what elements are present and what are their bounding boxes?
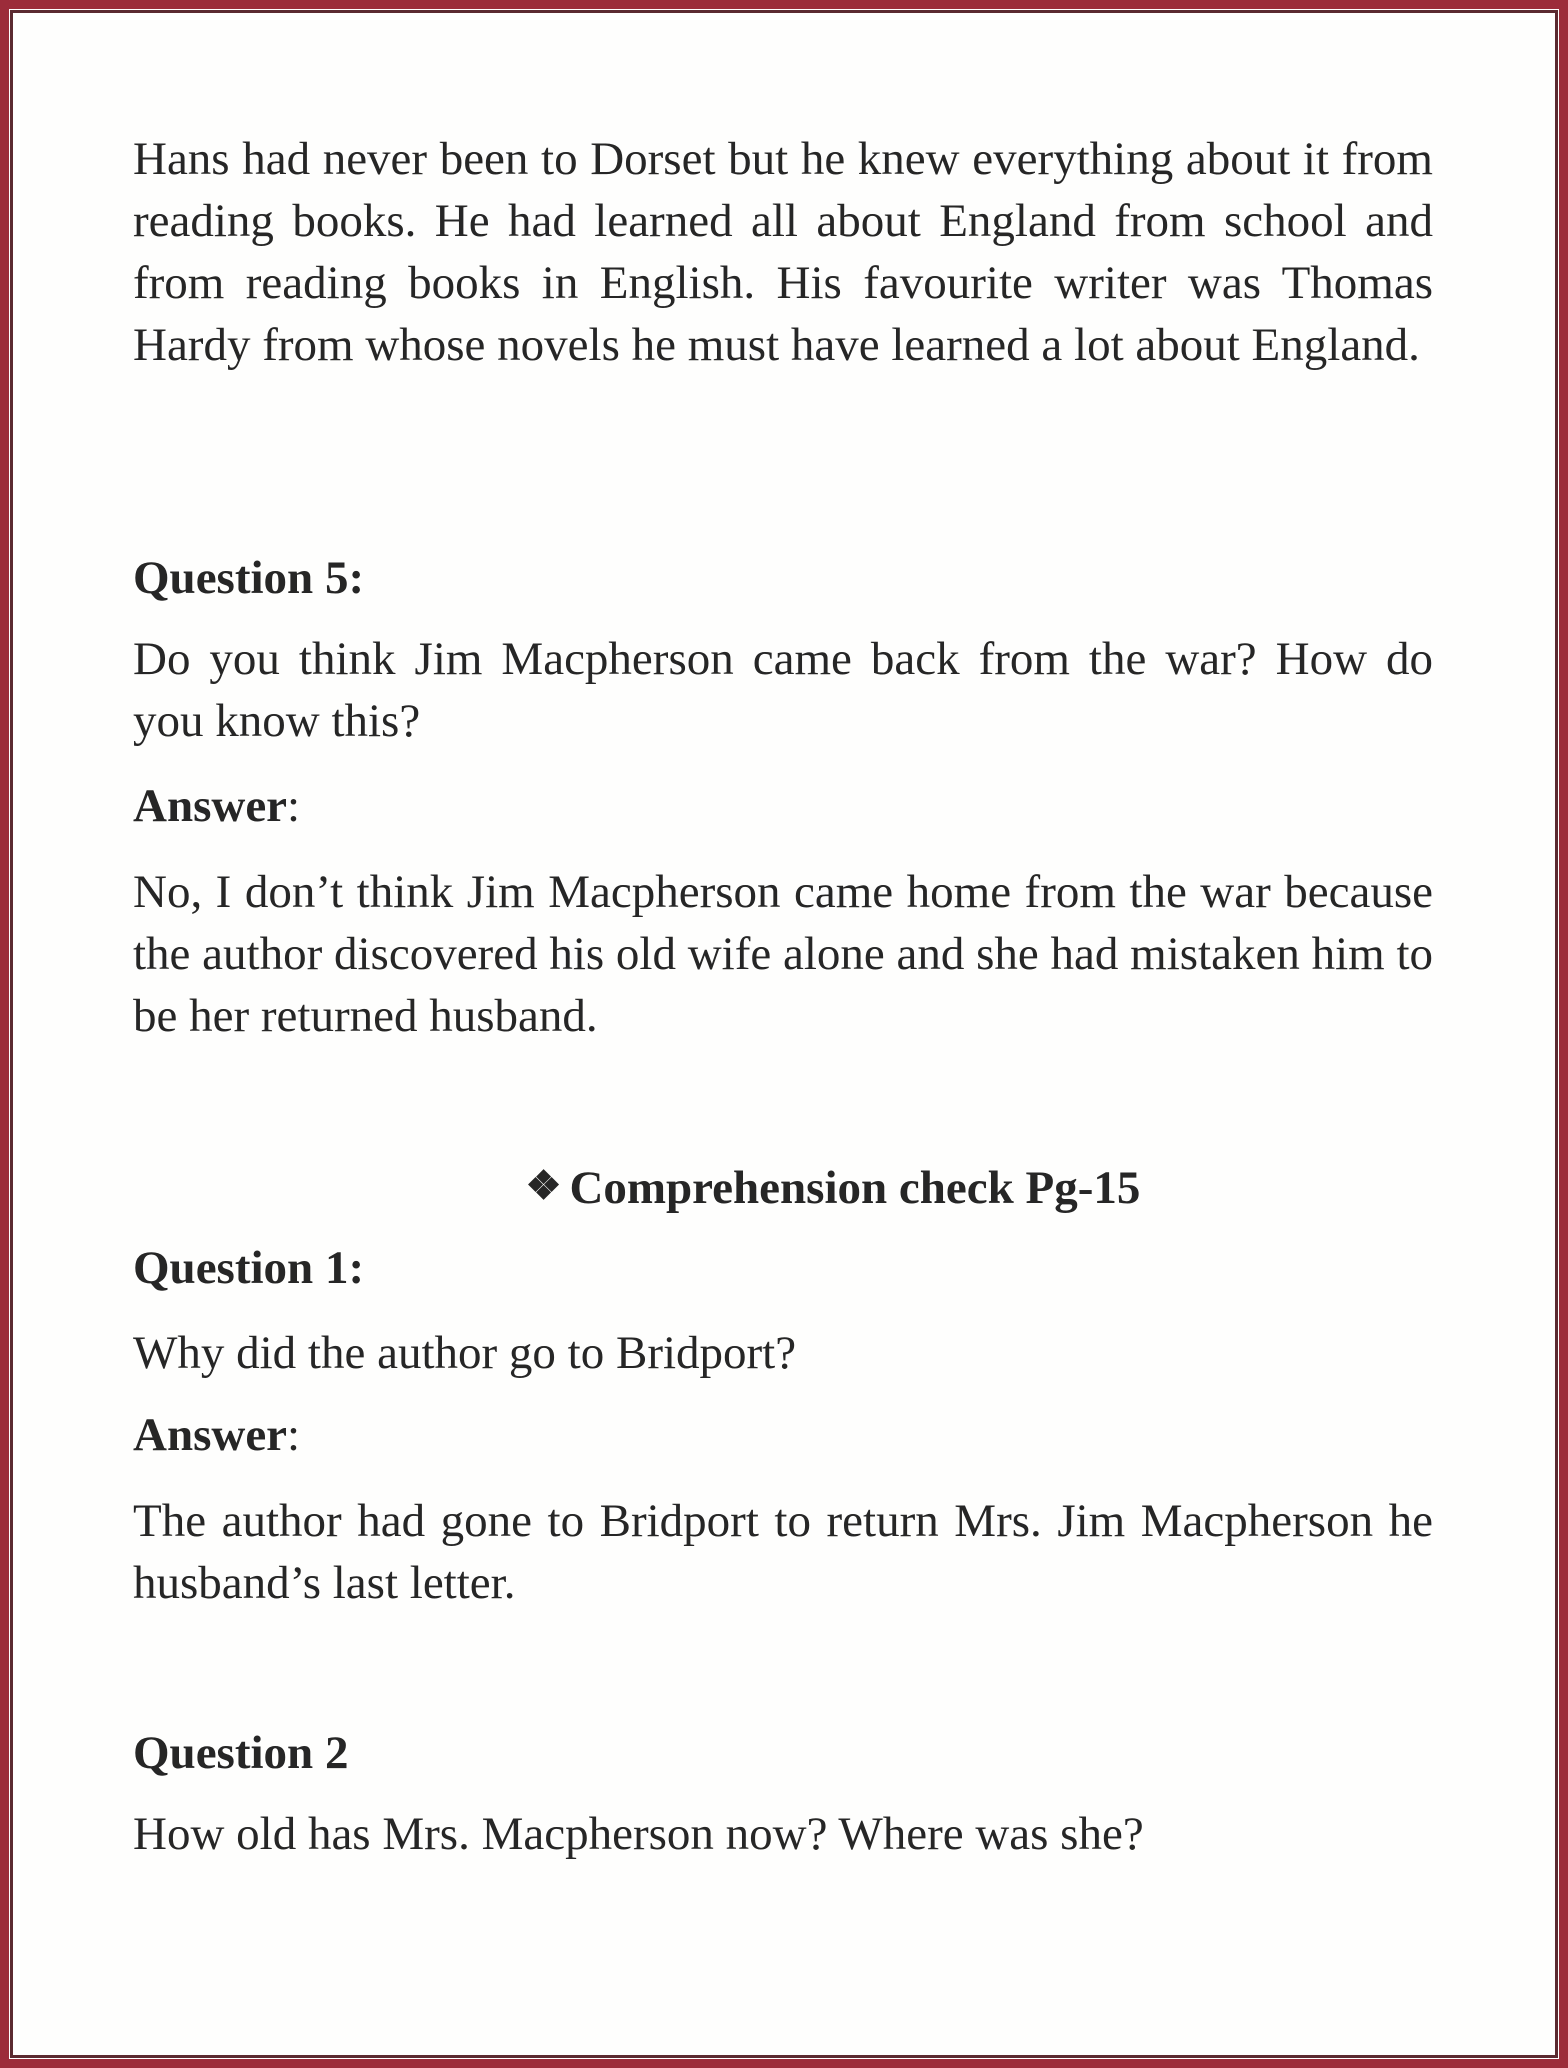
section-title: Comprehension check Pg-15 [569, 1162, 1141, 1214]
answer-label: Answer [133, 1409, 288, 1461]
intro-paragraph: Hans had never been to Dorset but he knew everything about it from reading books. He had learned all about England from school and from reading books in English. His favourite writer was Thomas Hardy from whose novels he must have learned a lot about England. [133, 133, 1433, 371]
section-heading [183, 1155, 1483, 1219]
question-2-heading: Question 2 [133, 1727, 349, 1779]
question-1-answer-label [133, 1404, 1433, 1466]
question-5-answer-label [133, 775, 1433, 837]
answer-label: Answer [133, 780, 288, 832]
question-5-heading: Question 5: [133, 552, 365, 604]
answer-colon: : [287, 1409, 301, 1461]
question-2-text: How old has Mrs. Macpherson now? Where was she? [133, 1808, 1144, 1860]
diamond-bullet-icon: ❖ [525, 1163, 562, 1208]
question-1-heading: Question 1: [133, 1242, 365, 1294]
question-5-text: Do you think Jim Macpherson came back from the war? How do you know this? [133, 633, 1433, 747]
question-5-answer-text: No, I don’t think Jim Macpherson came home from the war because the author discovered his old wife alone and she had mistaken him to be her returned husband. [133, 866, 1434, 1042]
question-1-answer-text: The author had gone to Bridport to return Mrs. Jim Macpherson he husband’s last letter. [133, 1495, 1433, 1609]
answer-colon: : [287, 780, 301, 832]
question-1-text: Why did the author go to Bridport? [133, 1327, 797, 1379]
